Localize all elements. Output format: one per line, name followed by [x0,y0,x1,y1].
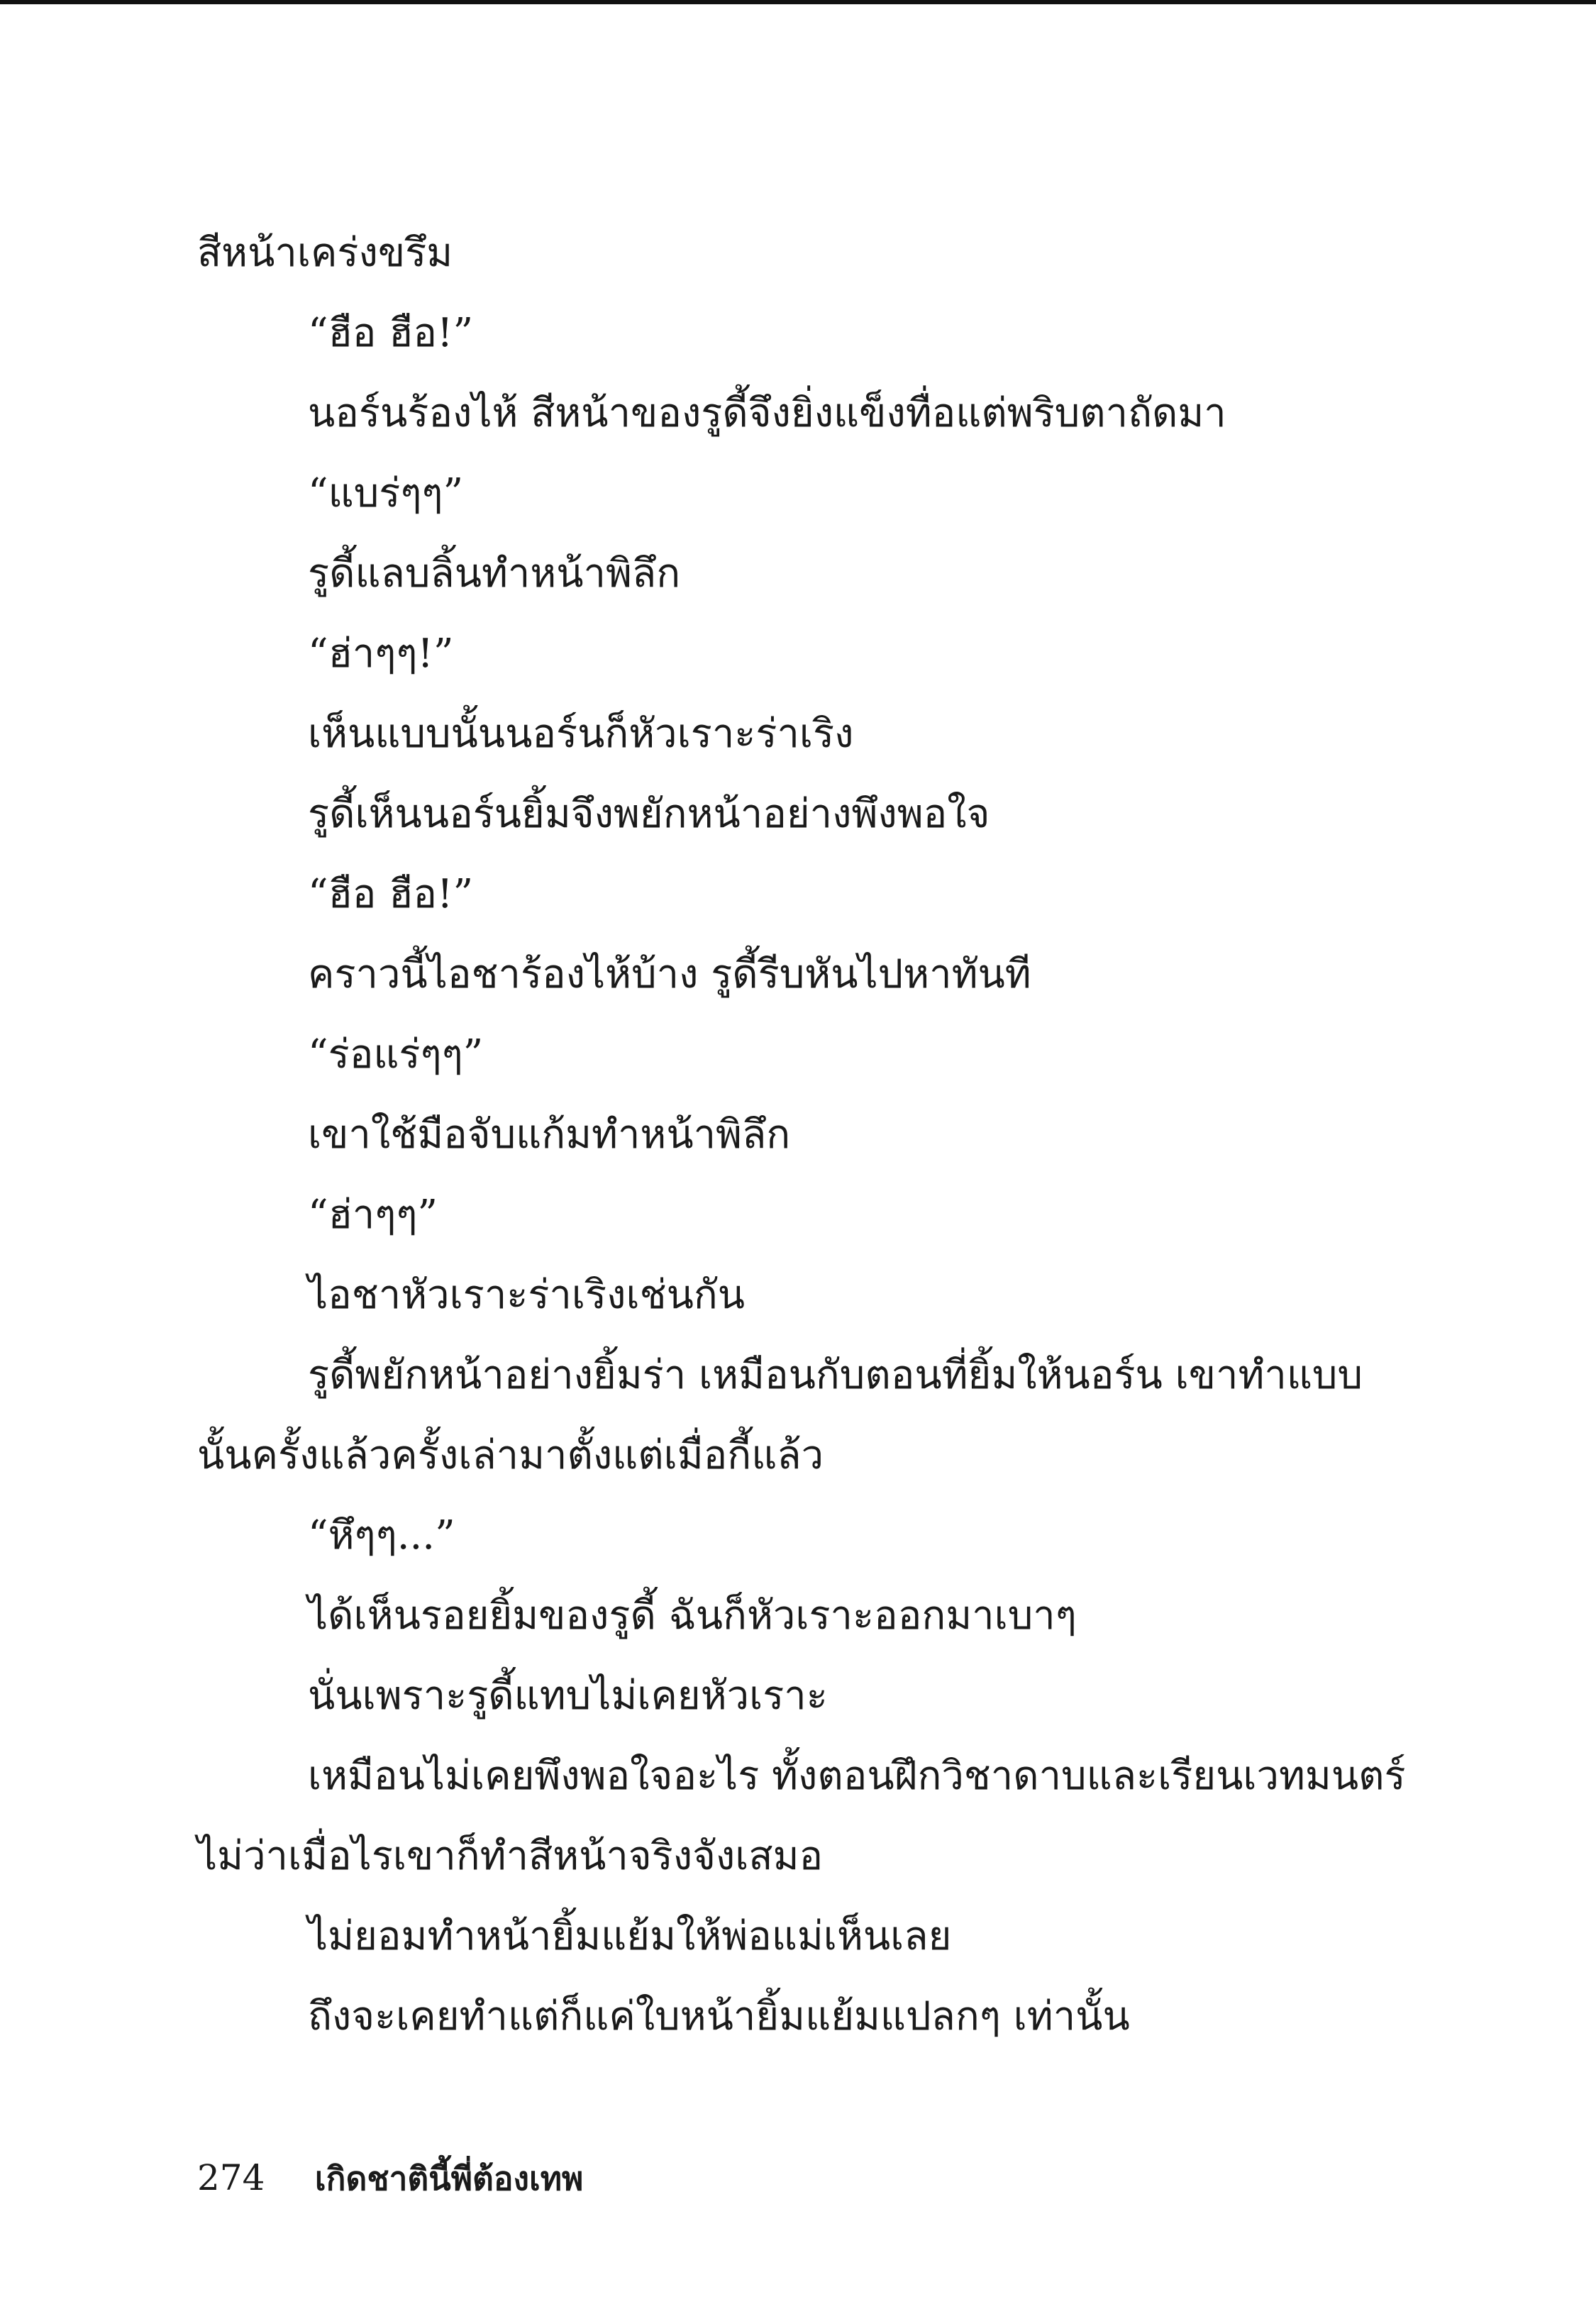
text-line: เขาใช้มือจับแก้มทำหน้าพิลึก [308,1112,791,1158]
text-line: “หึๆๆ...” [308,1512,455,1559]
text-line: ถึงจะเคยทำแต่ก็แค่ใบหน้ายิ้มแย้มแปลกๆ เท่านั้น [308,1993,1130,2039]
text-line: “ฮือ ฮือ!” [308,310,474,356]
top-border [0,0,1596,4]
text-line: ไอชาหัวเราะร่าเริงเช่นกัน [308,1272,746,1318]
text-line: รูดี้แลบลิ้นทำหน้าพิลึก [308,550,681,597]
text-line: ไม่ว่าเมื่อไรเขาก็ทำสีหน้าจริงจังเสมอ [197,1833,824,1879]
text-line: สีหน้าเคร่งขรึม [197,230,453,276]
running-title: เกิดชาตินี้พี่ต้องเทพ [314,2159,584,2198]
text-line: “ฮ่าๆๆ!” [308,631,454,677]
text-line: รูดี้พยักหน้าอย่างยิ้มร่า เหมือนกับตอนที่ยิ้มให้นอร์น เขาทำแบบ [308,1352,1363,1398]
page-body-text [197,213,1406,2056]
text-line: นั่นเพราะรูดี้แทบไม่เคยหัวเราะ [308,1673,828,1719]
text-line: “ฮือ ฮือ!” [308,871,474,917]
text-line: “แบร่ๆๆ” [308,470,464,516]
text-line: นอร์นร้องไห้ สีหน้าของรูดี้จึงยิ่งแข็งทื่อแต่พริบตาถัดมา [308,390,1226,436]
page-footer [197,2149,583,2207]
text-line: รูดี้เห็นนอร์นยิ้มจึงพยักหน้าอย่างพึงพอใจ [308,791,990,837]
text-line: เหมือนไม่เคยพึงพอใจอะไร ทั้งตอนฝึกวิชาดาบและเรียนเวทมนตร์ [308,1753,1406,1799]
text-line: “ร่อแร่ๆๆ” [308,1031,484,1078]
page-number: 274 [197,2157,265,2198]
text-line: ได้เห็นรอยยิ้มของรูดี้ ฉันก็หัวเราะออกมาเบาๆ [308,1593,1077,1639]
text-line: ไม่ยอมทำหน้ายิ้มแย้มให้พ่อแม่เห็นเลย [308,1913,952,1959]
text-line: คราวนี้ไอชาร้องไห้บ้าง รูดี้รีบหันไปหาทันที [308,951,1031,997]
text-line: “ฮ่าๆๆ” [308,1192,438,1238]
text-line: นั้นครั้งแล้วครั้งเล่ามาตั้งแต่เมื่อกี้แล้ว [197,1432,824,1478]
text-line: เห็นแบบนั้นนอร์นก็หัวเราะร่าเริง [308,711,854,757]
